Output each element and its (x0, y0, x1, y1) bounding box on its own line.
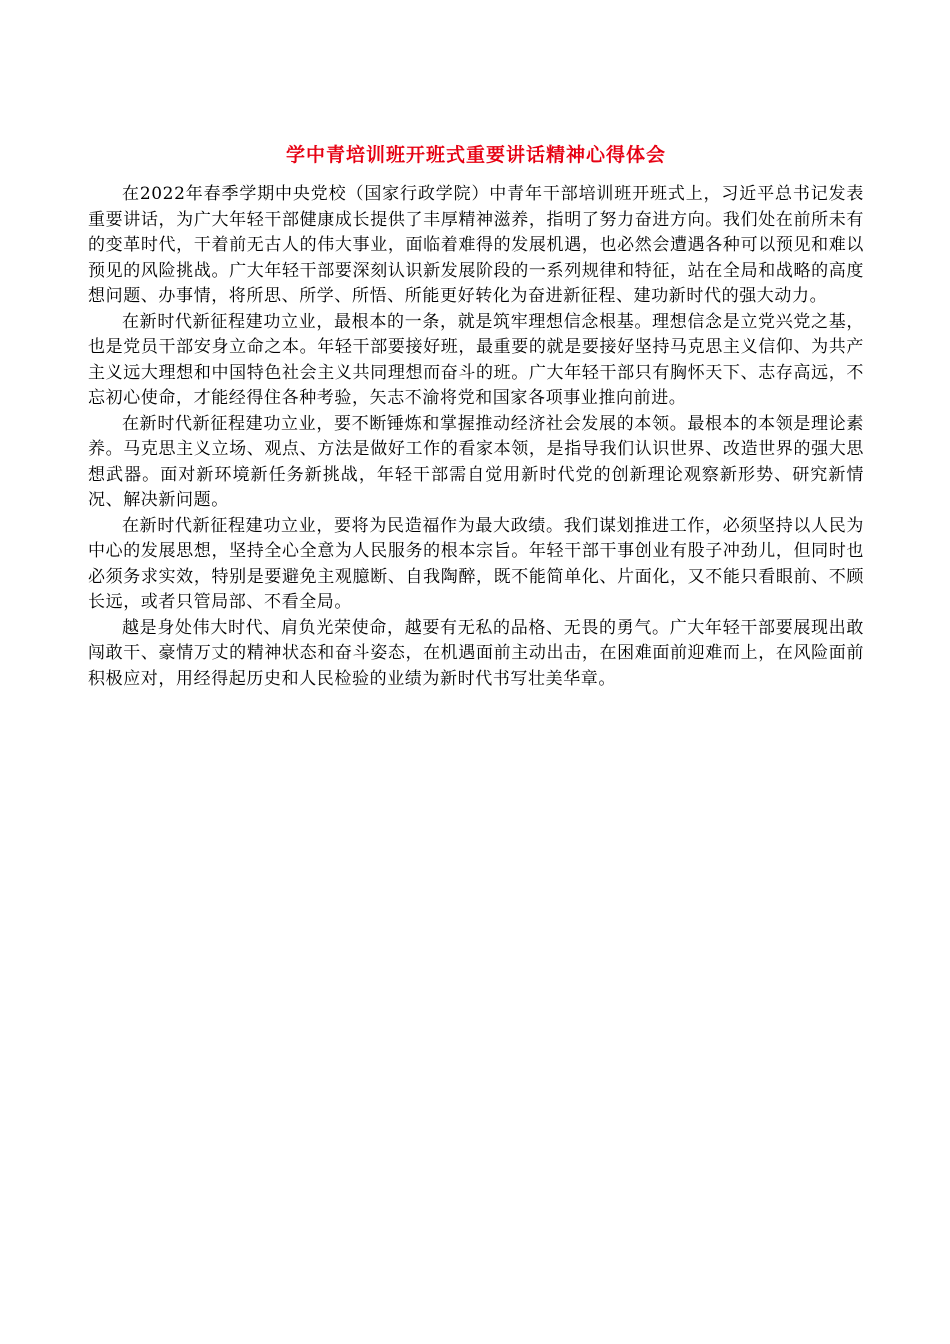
paragraph-2: 在新时代新征程建功立业，最根本的一条，就是筑牢理想信念根基。理想信念是立党兴党之基，也是党员干部安身立命之本。年轻干部要接好班，最重要的就是要接好坚持马克思主义信仰、为共产主义远大理想和中国特色社会主义共同理想而奋斗的班。广大年轻干部只有胸怀天下、志存高远，不忘初心使命，才能经得住各种考验，矢志不渝将党和国家各项事业推向前进。 (88, 311, 864, 408)
document-body (88, 182, 864, 692)
paragraph-1: 在2022年春季学期中央党校（国家行政学院）中青年干部培训班开班式上，习近平总书记发表重要讲话，为广大年轻干部健康成长提供了丰厚精神滋养，指明了努力奋进方向。我们处在前所未有的变革时代，干着前无古人的伟大事业，面临着难得的发展机遇，也必然会遭遇各种可以预见和难以预见的风险挑战。广大年轻干部要深刻认识新发展阶段的一系列规律和特征，站在全局和战略的高度想问题、办事情，将所思、所学、所悟、所能更好转化为奋进新征程、建功新时代的强大动力。 (88, 184, 864, 306)
paragraph-4: 在新时代新征程建功立业，要将为民造福作为最大政绩。我们谋划推进工作，必须坚持以人民为中心的发展思想，坚持全心全意为人民服务的根本宗旨。年轻干部干事创业有股子冲劲儿，但同时也必须务求实效，特别是要避免主观臆断、自我陶醉，既不能简单化、片面化，又不能只看眼前、不顾长远，或者只管局部、不看全局。 (88, 515, 864, 612)
paragraph-3: 在新时代新征程建功立业，要不断锤炼和掌握推动经济社会发展的本领。最根本的本领是理论素养。马克思主义立场、观点、方法是做好工作的看家本领，是指导我们认识世界、改造世界的强大思想武器。面对新环境新任务新挑战，年轻干部需自觉用新时代党的创新理论观察新形势、研究新情况、解决新问题。 (88, 413, 864, 510)
document-title: 学中青培训班开班式重要讲话精神心得体会 (285, 144, 666, 166)
paragraph-5: 越是身处伟大时代、肩负光荣使命，越要有无私的品格、无畏的勇气。广大年轻干部要展现出敢闯敢干、豪情万丈的精神状态和奋斗姿态，在机遇面前主动出击，在困难面前迎难而上，在风险面前积极应对，用经得起历史和人民检验的业绩为新时代书写壮美华章。 (88, 617, 864, 689)
